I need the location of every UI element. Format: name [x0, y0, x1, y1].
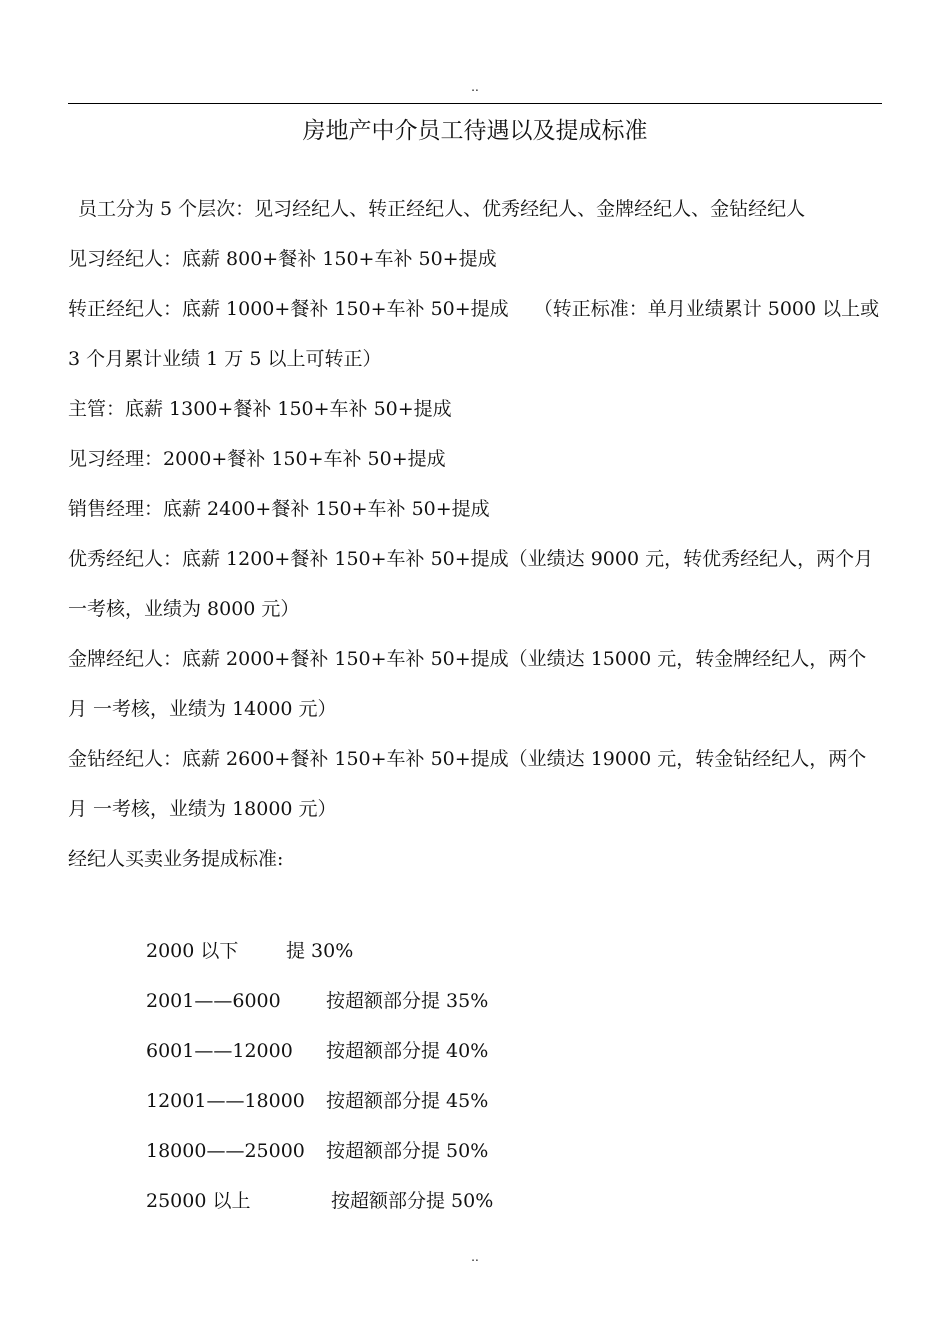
tier-rate: 按超额部分提 45% [326, 1090, 489, 1112]
document-body [68, 184, 886, 884]
paragraph-gold-agent: 金牌经纪人：底薪 2000+餐补 150+车补 50+提成（业绩达 15000 元，转金牌经纪人，两个月 一考核，业绩为 14000 元） [68, 648, 867, 720]
tier-range: 2000 以下 [146, 940, 239, 962]
paragraph-regular-agent: 转正经纪人：底薪 1000+餐补 150+车补 50+提成 （转正标准：单月业绩累计 5000 以上或 3 个月累计业绩 1 万 5 以上可转正） [68, 298, 886, 370]
paragraph-trainee-manager: 见习经理：2000+餐补 150+车补 50+提成 [68, 448, 446, 470]
commission-tier [146, 1026, 746, 1076]
tier-range: 18000——25000 [146, 1140, 305, 1162]
paragraph-excellent-agent: 优秀经纪人：底薪 1200+餐补 150+车补 50+提成（业绩达 9000 元，转优秀经纪人，两个月 一考核，业绩为 8000 元） [68, 548, 880, 620]
paragraph-trainee-agent: 见习经纪人：底薪 800+餐补 150+车补 50+提成 [68, 248, 497, 270]
commission-tier [146, 976, 746, 1026]
paragraph-commission-heading: 经纪人买卖业务提成标准: [68, 848, 284, 870]
tier-range: 25000 以上 [146, 1190, 251, 1212]
paragraph-diamond-agent: 金钻经纪人：底薪 2600+餐补 150+车补 50+提成（业绩达 19000 元，转金钻经纪人，两个月 一考核，业绩为 18000 元） [68, 748, 867, 820]
commission-tier [146, 926, 746, 976]
header-rule [68, 103, 882, 104]
commission-tier-list [146, 926, 746, 1226]
tier-range: 12001——18000 [146, 1090, 305, 1112]
footer-mark: .. [471, 1250, 479, 1264]
paragraph-supervisor: 主管：底薪 1300+餐补 150+车补 50+提成 [68, 398, 452, 420]
paragraph-levels: 员工分为 5 个层次：见习经纪人、转正经纪人、优秀经纪人、金牌经纪人、金钻经纪人 [78, 198, 806, 220]
tier-range: 2001——6000 [146, 990, 281, 1012]
document-title: 房地产中介员工待遇以及提成标准 [302, 118, 648, 144]
header-mark: .. [471, 80, 479, 94]
commission-tier [146, 1176, 746, 1226]
tier-rate: 按超额部分提 35% [326, 990, 489, 1012]
tier-rate: 按超额部分提 40% [326, 1040, 489, 1062]
commission-tier [146, 1126, 746, 1176]
commission-tier [146, 1076, 746, 1126]
tier-rate: 按超额部分提 50% [326, 1140, 489, 1162]
tier-rate: 按超额部分提 50% [331, 1190, 494, 1212]
paragraph-sales-manager: 销售经理：底薪 2400+餐补 150+车补 50+提成 [68, 498, 490, 520]
tier-range: 6001——12000 [146, 1040, 293, 1062]
tier-rate: 提 30% [286, 940, 354, 962]
